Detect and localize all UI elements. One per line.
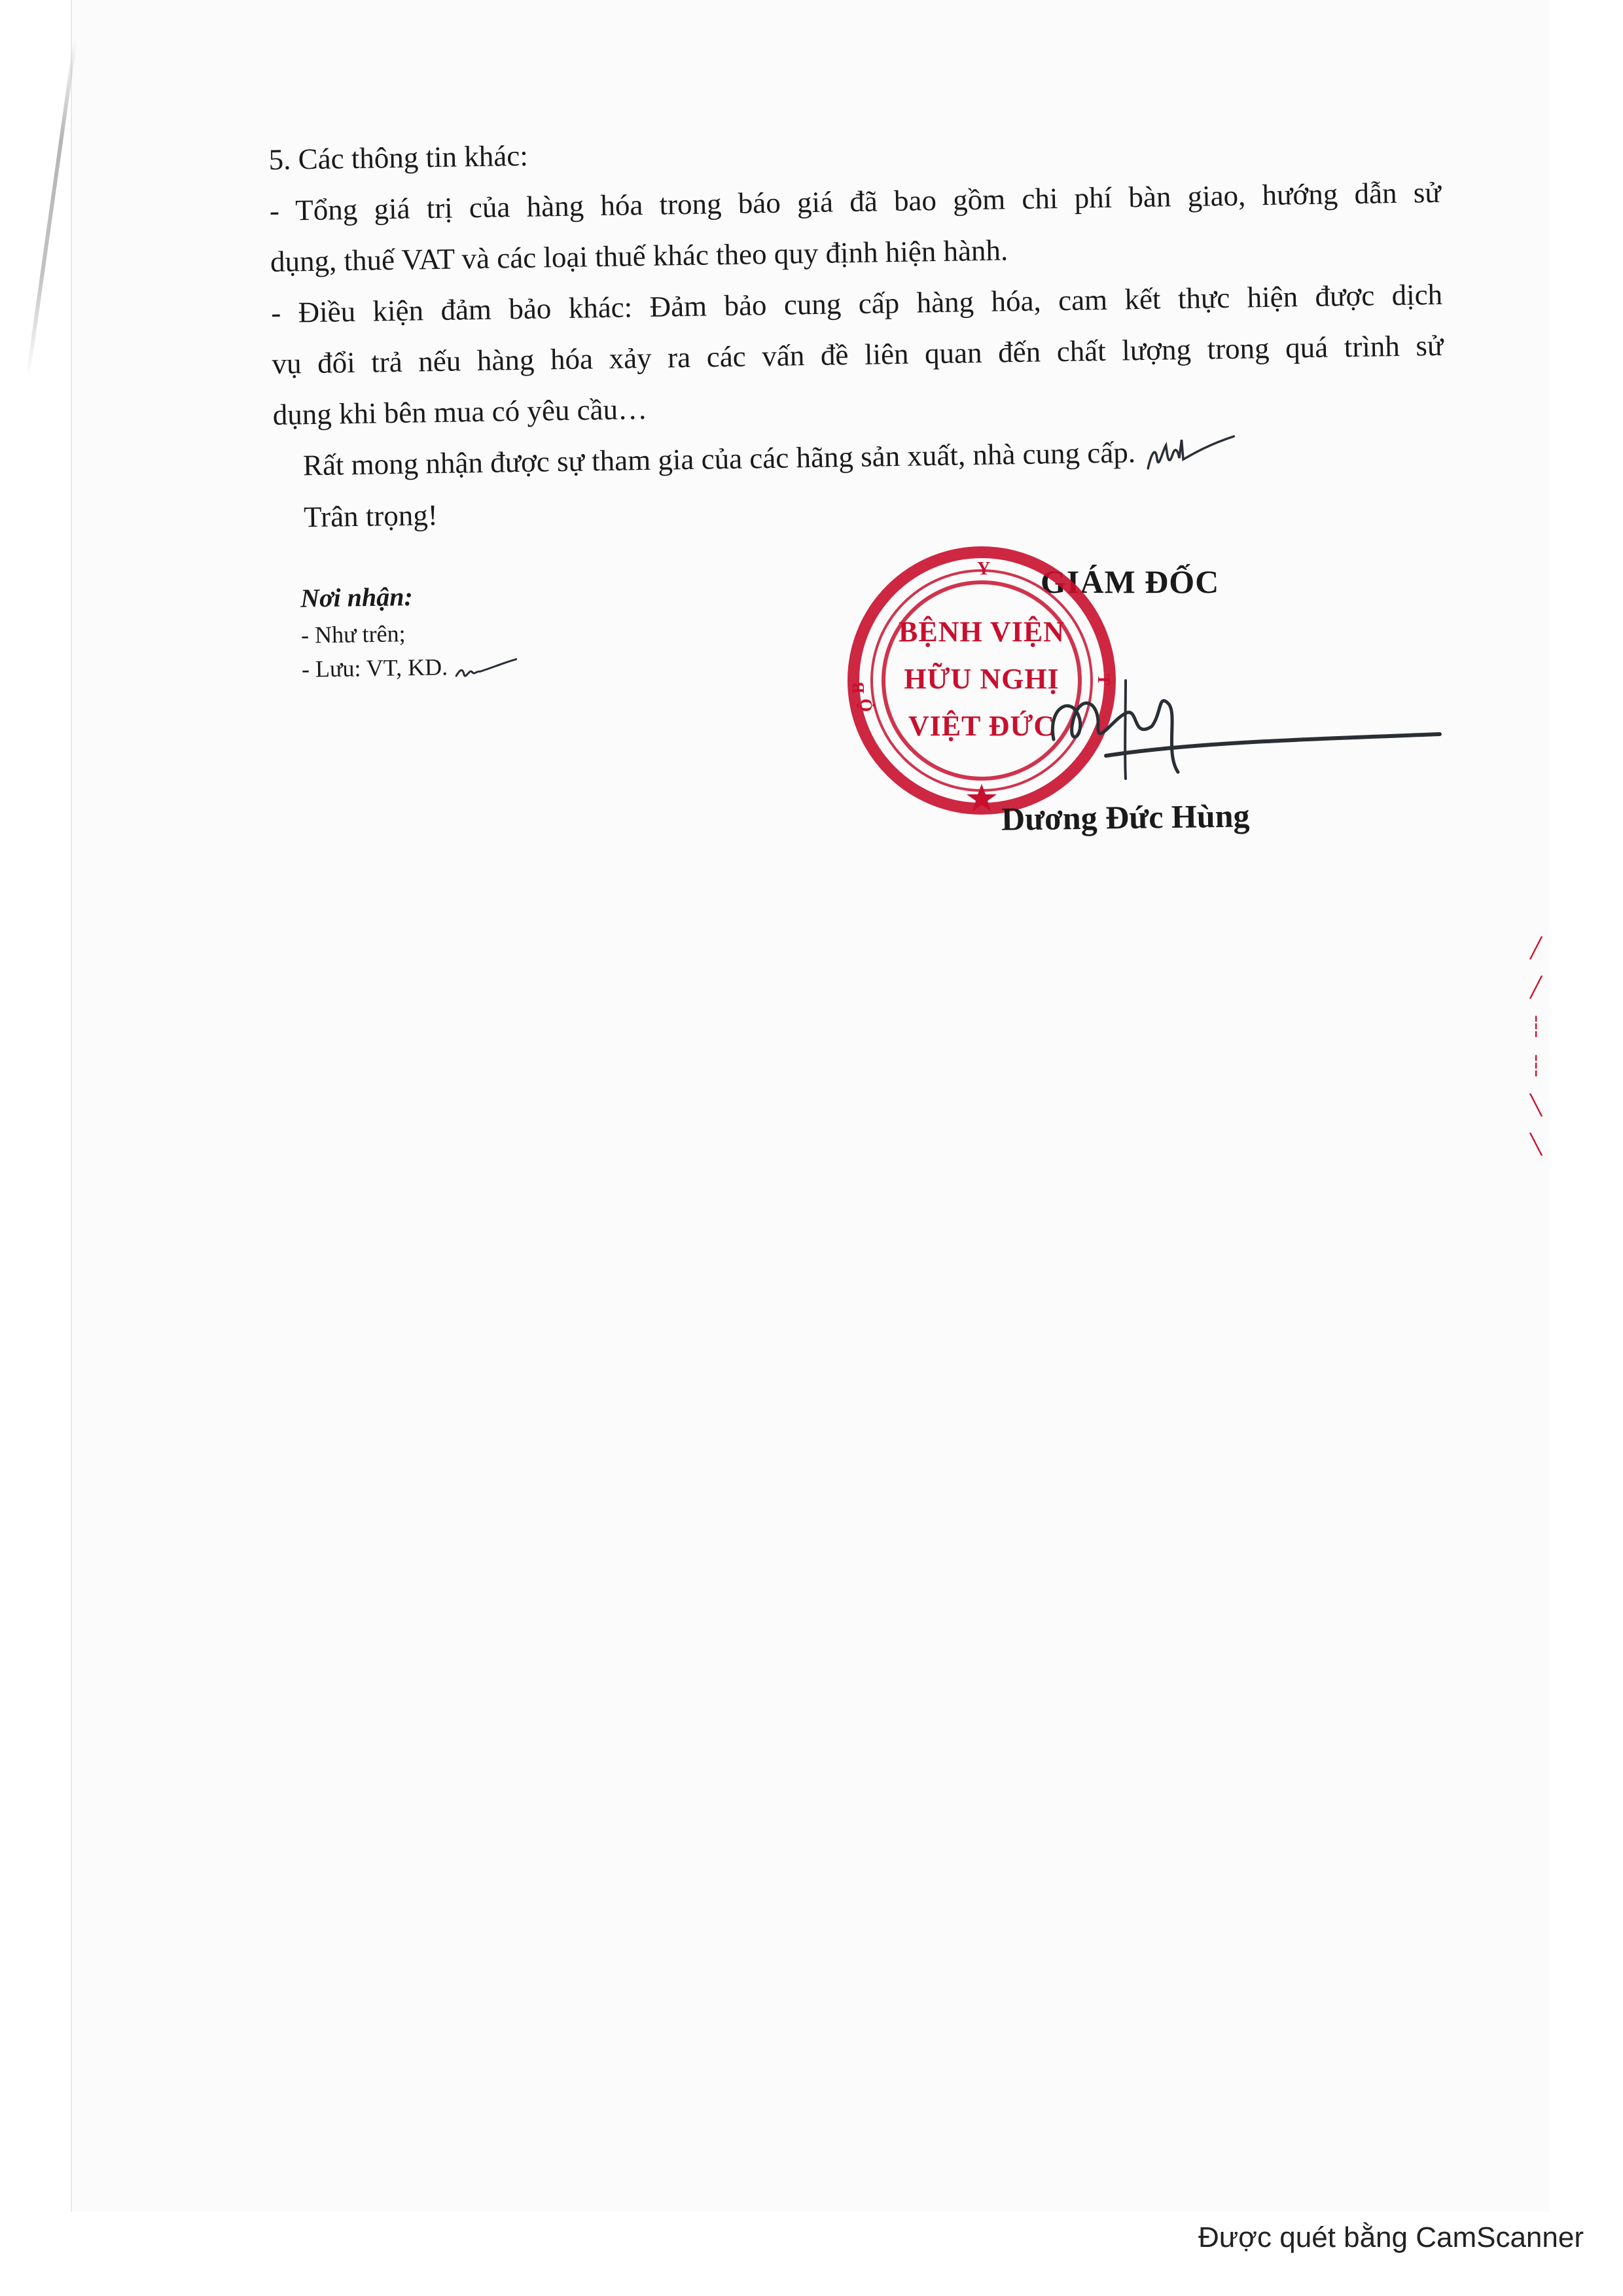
stamp-text-line-1: BỆNH VIỆN (899, 616, 1065, 648)
closing-text: Rất mong nhận được sự tham gia của các hãng sản xuất, nhà cung cấp. (302, 436, 1136, 482)
signer-role: GIÁM ĐỐC (1041, 563, 1220, 600)
stamp-fragment-mark: ╲ (1530, 1095, 1543, 1116)
scanner-watermark: Được quét bằng CamScanner (1198, 2221, 1584, 2253)
stamp-rim-letter: B (849, 682, 868, 694)
paragraph-line-2: dụng, thuế VAT và các loại thuế khác theo quy định hiện hành. (270, 234, 1008, 278)
stamp-fragment-mark: ┆ (1530, 1016, 1543, 1038)
stamp-text-line-2: HỮU NGHỊ (904, 663, 1060, 695)
stamp-fragment-mark: ╲ (1530, 1134, 1543, 1156)
paragraph-line-4: vụ đổi trả nếu hàng hóa xảy ra các vấn đề liên quan đến chất lượng trong quá trình sử (272, 328, 1444, 380)
stamp-rim-letter: Ộ (857, 698, 876, 712)
receivers-block (300, 573, 695, 686)
initial-signature-mark (454, 655, 520, 682)
initial-signature-mark (1143, 431, 1241, 478)
regards-line: Trân trọng! (303, 498, 438, 533)
signature-block (844, 543, 1433, 870)
stamp-fragment-mark: ╱ (1530, 977, 1543, 998)
receivers-title: Nơi nhận: (300, 582, 414, 613)
stamp-rim-letter: Y (977, 559, 991, 579)
stamp-text-line-3: VIỆT ĐỨC (908, 710, 1056, 742)
signer-name: Dương Đức Hùng (1001, 797, 1250, 838)
paragraph-line-1: - Tổng giá trị của hàng hóa trong báo giá đã bao gồm chi phí bàn giao, hướng dẫn sử (269, 175, 1442, 227)
section-heading: 5. Các thông tin khác: (268, 139, 529, 176)
margin-stamp-fragment (1530, 929, 1550, 1204)
receiver-item-1: - Như trên; (300, 620, 406, 648)
stamp-fragment-mark: ╱ (1530, 938, 1543, 959)
director-signature (1027, 641, 1446, 785)
paragraph-line-5: dụng khi bên mua có yêu cầu… (272, 392, 648, 431)
document-body (268, 116, 1446, 543)
stamp-rim-letter: T (1094, 674, 1113, 686)
scan-fold-line (26, 39, 77, 377)
stamp-fragment-mark: ┆ (1530, 1055, 1543, 1077)
paragraph-line-3: - Điều kiện đảm bảo khác: Đảm bảo cung cấp hàng hóa, cam kết thực hiện được dịch (270, 277, 1443, 329)
receiver-item-2: - Lưu: VT, KD. (302, 646, 695, 686)
